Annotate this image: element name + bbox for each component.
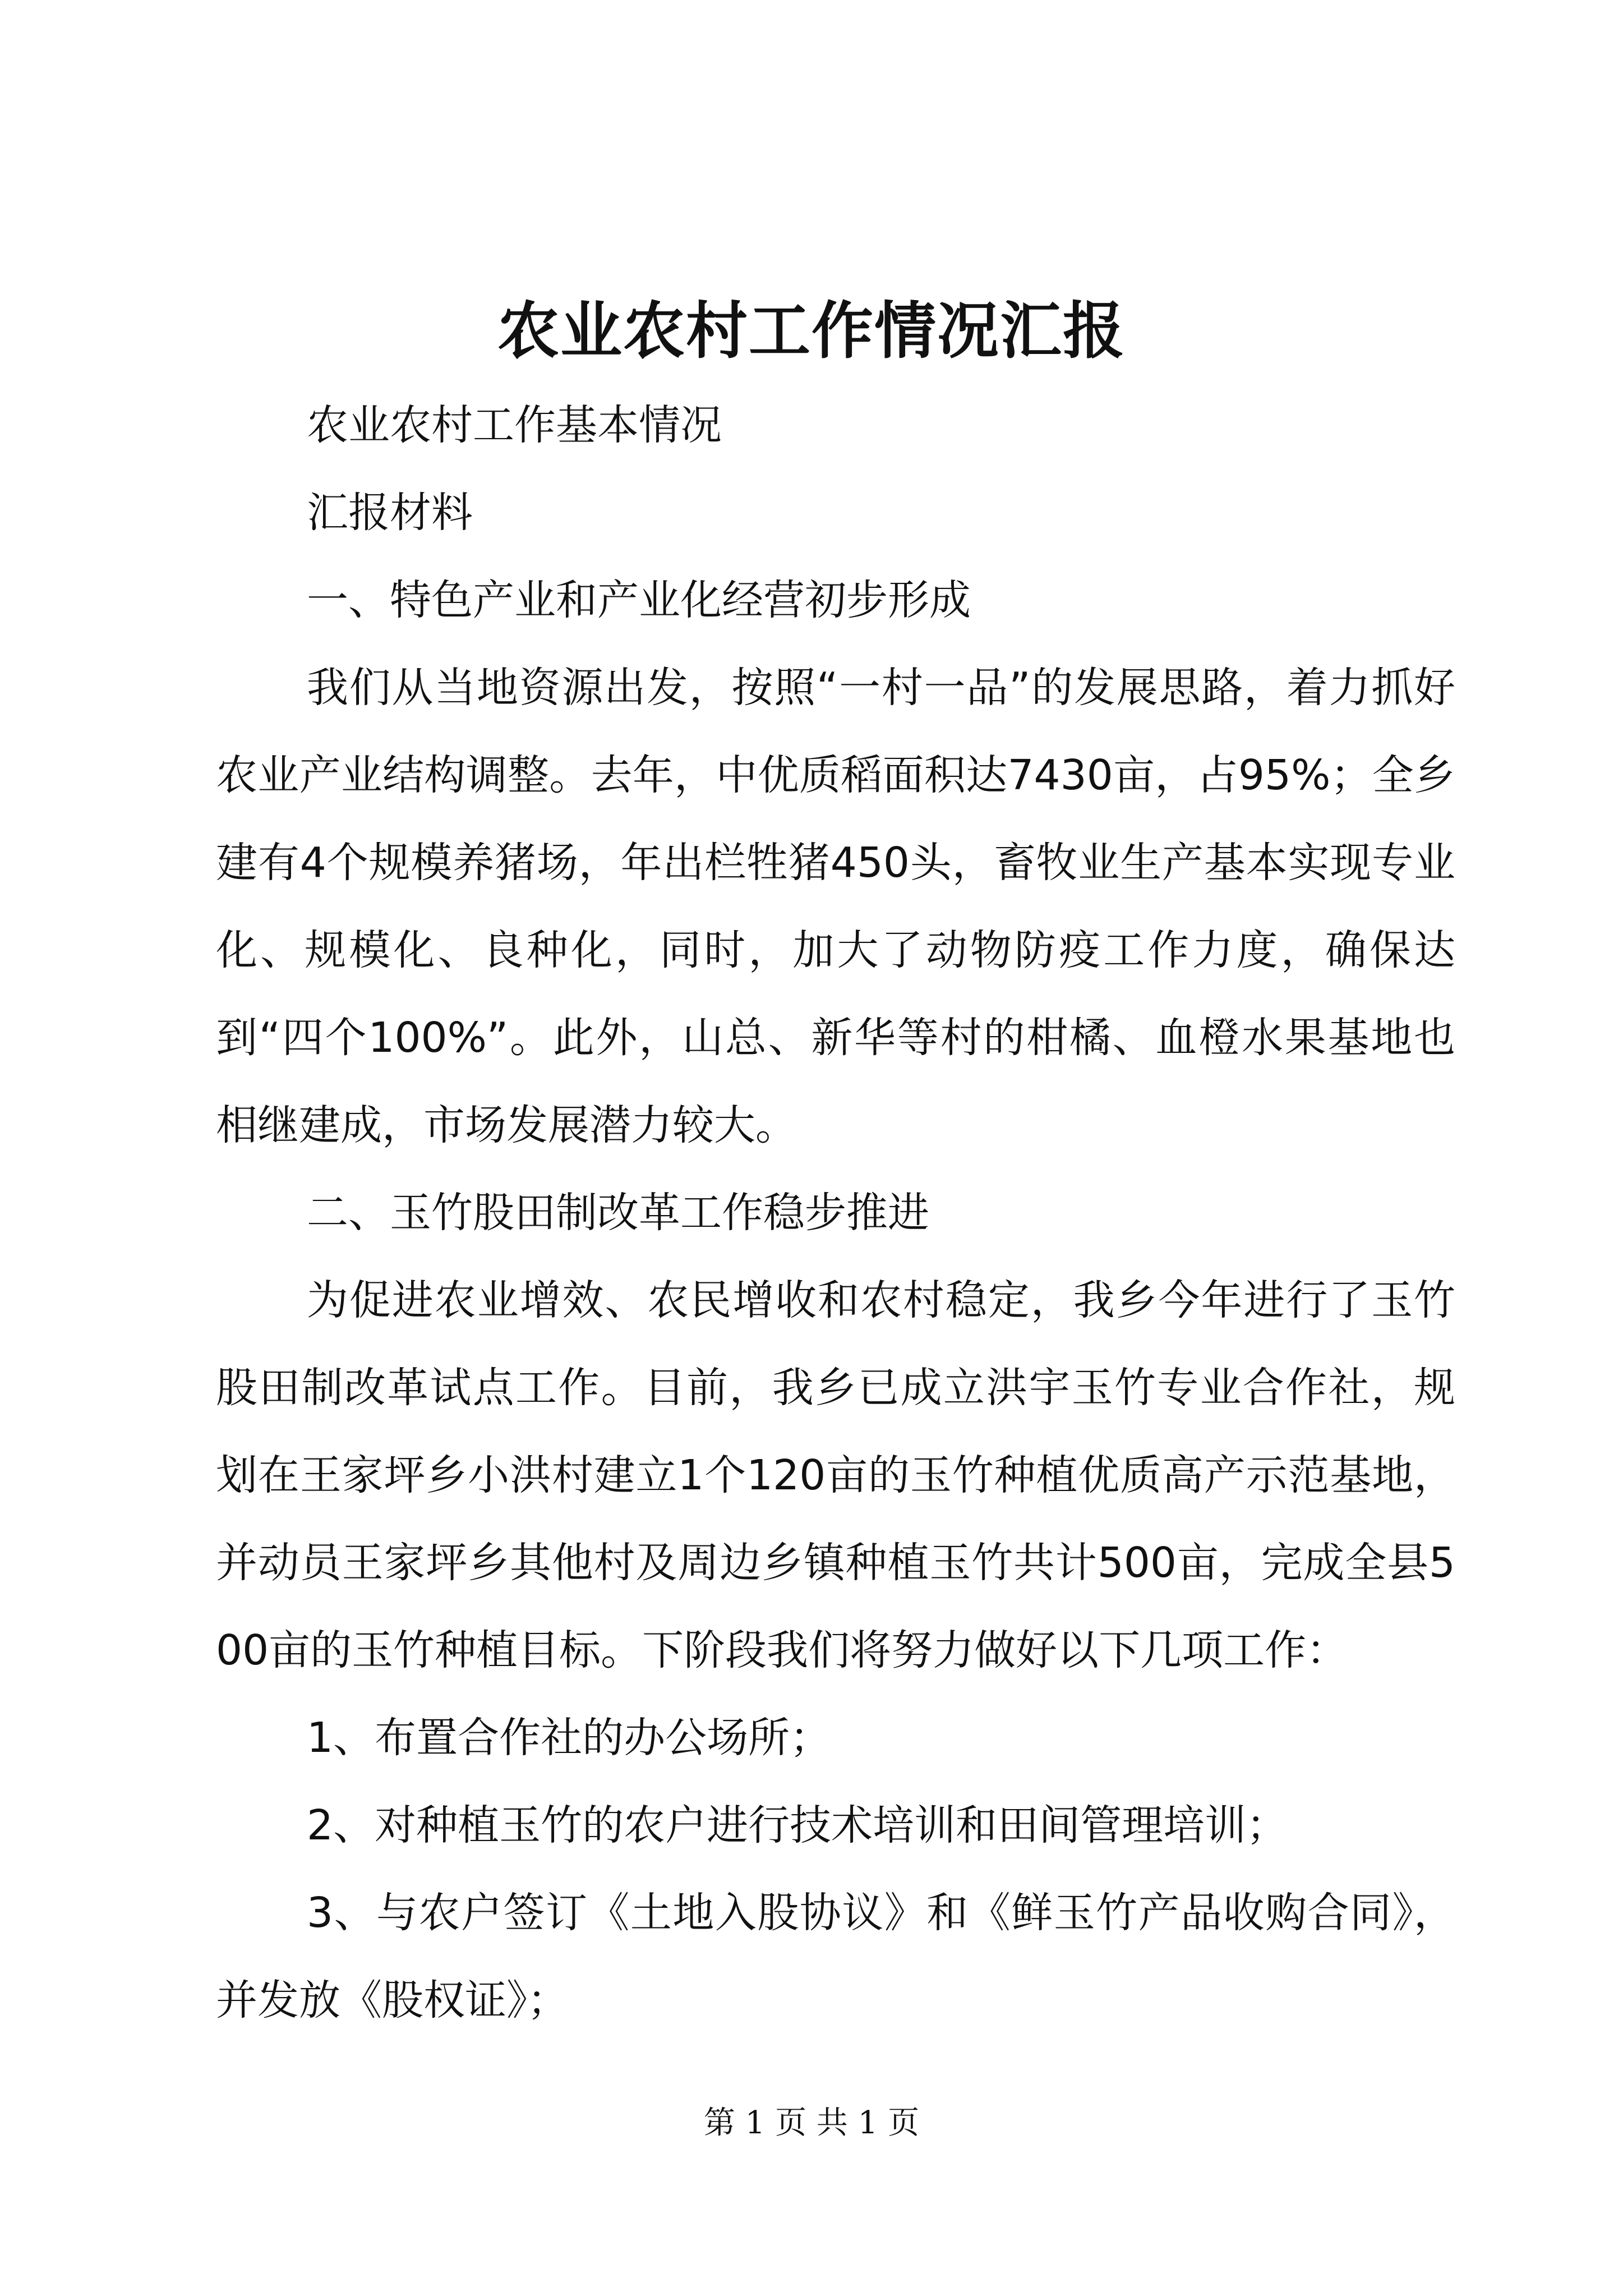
page-footer: 第 1 页 共 1 页	[703, 2105, 920, 2141]
paragraph-section-2: 为促进农业增效、农民增收和农村稳定，我乡今年进行了玉竹股田制改革试点工作。目前，我乡已成立洪宇玉竹专业合作社，规划在王家坪乡小洪村建立1个120亩的玉竹种植优质高产示范基地，并动员王家坪乡其他村及周边乡镇种植玉竹共计500亩，完成全县500亩的玉竹种植目标。下阶段我们将努力做好以下几项工作：	[216, 1276, 1455, 1674]
document-title: 农业农村工作情况汇报	[497, 295, 1126, 367]
paragraph-subtitle-2: 汇报材料	[307, 489, 473, 537]
paragraph-section-1: 我们从当地资源出发，按照“一村一品”的发展思路，着力抓好农业产业结构调整。去年，中优质稻面积达7430亩，占95%；全乡建有4个规模养猪场，年出栏牲猪450头，畜牧业生产基本实现专业化、规模化、良种化，同时，加大了动物防疫工作力度，确保达到“四个100%”。此外，山总、新华等村的柑橘、血橙水果基地也相继建成，市场发展潜力较大。	[216, 664, 1455, 1149]
paragraph-subtitle: 农业农村工作基本情况	[307, 401, 722, 449]
list-item-2: 2、对种植玉竹的农户进行技术培训和田间管理培训；	[307, 1801, 1288, 1849]
list-item-1: 1、布置合作社的办公场所；	[307, 1714, 832, 1762]
section-heading-2: 二、玉竹股田制改革工作稳步推进	[307, 1189, 929, 1237]
document-body	[216, 381, 1455, 2044]
section-heading-1: 一、特色产业和产业化经营初步形成	[307, 576, 971, 624]
list-item-3: 3、与农户签订《土地入股协议》和《鲜玉竹产品收购合同》，并发放《股权证》；	[216, 1889, 1455, 2024]
